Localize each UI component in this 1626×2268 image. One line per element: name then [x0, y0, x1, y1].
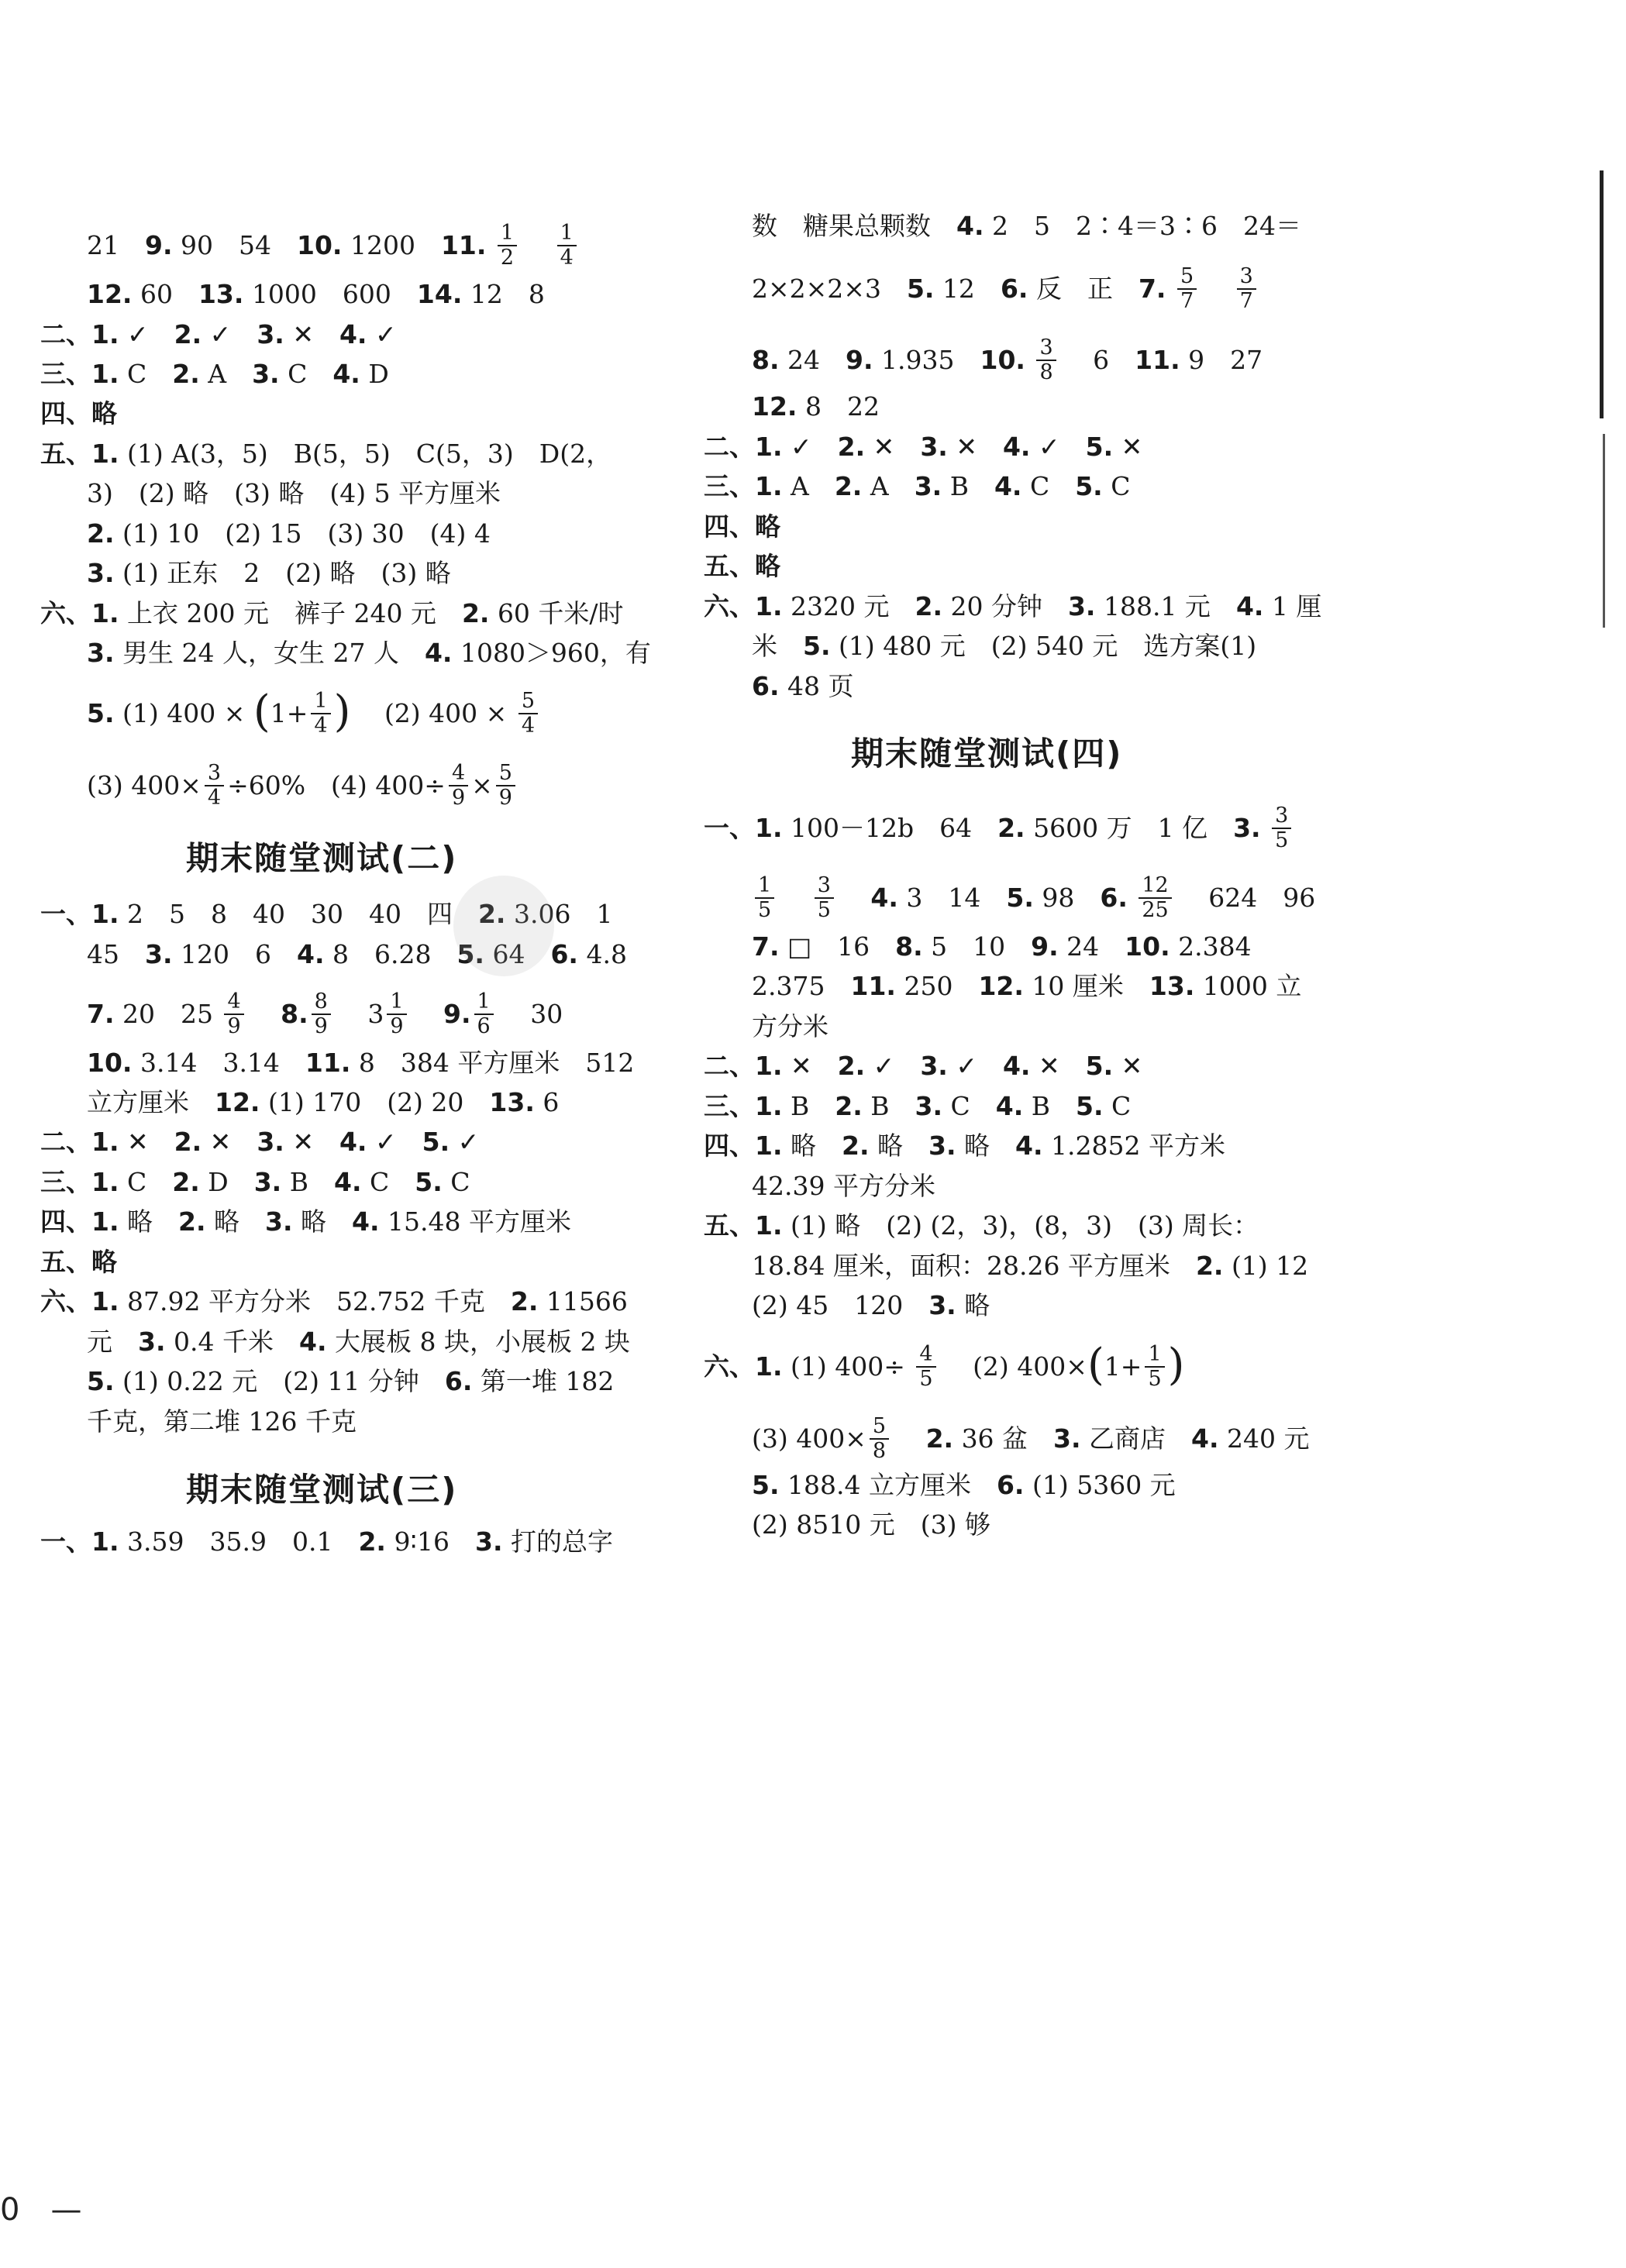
- answer-line: 2. (1) 10 (2) 15 (3) 30 (4) 4: [87, 518, 491, 549]
- answer-line: 7. 20 25 $\frac{4}{9}$ 8. $\frac{8}{9}$ 3 $\frac{1}{9}$ 9. $\frac{1}{6}$ 30: [87, 989, 563, 1038]
- page-number: 0 —: [0, 2192, 82, 2228]
- answer-line: 42.39 平方分米: [752, 1171, 935, 1201]
- section-title: 期末随堂测试(二): [186, 839, 458, 877]
- answer-line: 三、1. C 2. A 3. C 4. D: [40, 359, 389, 389]
- answer-line: 二、1. ✓ 2. ✕ 3. ✕ 4. ✓ 5. ✕: [704, 432, 1143, 462]
- answer-line: 三、1. C 2. D 3. B 4. C 5. C: [40, 1167, 470, 1197]
- answer-line: 12. 60 13. 1000 600 14. 12 8: [87, 279, 545, 309]
- answer-line: 3. (1) 正东 2 (2) 略 (3) 略: [87, 558, 451, 588]
- answer-line: 方分米: [752, 1011, 829, 1041]
- answer-line: 米 5. (1) 480 元 (2) 540 元 选方案(1): [752, 631, 1257, 661]
- answer-line: 六、1. (1) 400÷ $\frac{4}{5}$ (2) 400×(1+ $\frac{1}{5}$ ): [704, 1340, 1185, 1391]
- answer-line: 45 3. 120 6 4. 8 6.28 5. 64 6. 4.8: [87, 939, 627, 969]
- answer-line: 3) (2) 略 (3) 略 (4) 5 平方厘米: [87, 478, 501, 508]
- answer-line: (3) 400× $\frac{3}{4}$ ÷60% (4) 400÷ $\frac{4}{9}$ × $\frac{5}{9}$: [87, 763, 518, 811]
- answer-line: 2.375 11. 250 12. 10 厘米 13. 1000 立: [752, 971, 1302, 1001]
- answer-line: 3. 男生 24 人，女生 27 人 4. 1080＞960，有: [87, 638, 651, 668]
- answer-line: 立方厘米 12. (1) 170 (2) 20 13. 6: [87, 1087, 560, 1117]
- fraction: $\frac{1}{4}$: [557, 222, 577, 270]
- answer-line: 四、略: [704, 511, 780, 542]
- answer-line: 五、1. (1) A(3，5) B(5，5) C(5，3) D(2，: [40, 439, 612, 469]
- answer-line: 6. 48 页: [752, 671, 854, 701]
- answer-line: 一、1. 100－12b 64 2. 5600 万 1 亿 3. $\frac{3}{5}$: [704, 806, 1294, 854]
- answer-line: (3) 400× $\frac{5}{8}$ 2. 36 盆 3. 乙商店 4. 240 元: [752, 1414, 1310, 1463]
- answer-line: 8. 24 9. 1.935 10. $\frac{3}{8}$ 6 11. 9 27: [752, 336, 1263, 384]
- answer-line: 元 3. 0.4 千米 4. 大展板 8 块，小展板 2 块: [87, 1327, 630, 1357]
- answer-line: 六、1. 上衣 200 元 裤子 240 元 2. 60 千米/时: [40, 598, 624, 628]
- answer-line: 一、1. 3.59 35.9 0.1 2. 9∶16 3. 打的总字: [40, 1526, 614, 1557]
- answer-line: 10. 3.14 3.14 11. 8 384 平方厘米 512: [87, 1048, 635, 1078]
- scan-edge-mark: [1603, 434, 1605, 628]
- answer-line: 7. □ 16 8. 5 10 9. 24 10. 2.384: [752, 931, 1252, 962]
- answer-line: 二、1. ✕ 2. ✓ 3. ✓ 4. ✕ 5. ✕: [704, 1051, 1143, 1081]
- answer-line: 六、1. 87.92 平方分米 52.752 千克 2. 11566: [40, 1286, 628, 1316]
- stamp-watermark: [453, 876, 554, 976]
- answer-line: 一、1. 2 5 8 40 30 40 四 2. 3.06 1: [40, 899, 613, 929]
- answer-line: 千克，第二堆 126 千克: [87, 1406, 357, 1437]
- answer-line: 四、1. 略 2. 略 3. 略 4. 1.2852 平方米: [704, 1131, 1225, 1161]
- answer-line: 5. 188.4 立方厘米 6. (1) 5360 元: [752, 1470, 1176, 1500]
- answer-line: 三、1. B 2. B 3. C 4. B 5. C: [704, 1091, 1132, 1121]
- answer-line: 2×2×2×3 5. 12 6. 反 正 7. $\frac{5}{7}$ $\frac{3}{7}$: [752, 267, 1259, 315]
- answer-line: 5. (1) 400 × (1+ $\frac{1}{4}$ ) (2) 400 × $\frac{5}{4}$: [87, 691, 541, 739]
- answer-line: 五、略: [40, 1247, 117, 1277]
- answer-line: (2) 45 120 3. 略: [752, 1290, 990, 1320]
- answer-line: $\frac{1}{5}$ $\frac{3}{5}$ 4. 3 14 5. 98 6. $\frac{12}{25}$ 624 96: [752, 876, 1315, 924]
- answer-line: 21 9. 90 54 10. 1200 11. $\frac{1}{2}$ $\frac{1}{4}$: [87, 223, 580, 271]
- answer-line: 三、1. A 2. A 3. B 4. C 5. C: [704, 471, 1131, 501]
- answer-line: 四、1. 略 2. 略 3. 略 4. 15.48 平方厘米: [40, 1206, 571, 1237]
- answer-line: 五、1. (1) 略 (2) (2，3)，(8，3) (3) 周长：: [704, 1210, 1259, 1241]
- answer-line: 数 糖果总颗数 4. 2 5 2∶4＝3∶6 24＝: [752, 211, 1301, 241]
- section-title: 期末随堂测试(四): [851, 735, 1123, 773]
- answer-line: 六、1. 2320 元 2. 20 分钟 3. 188.1 元 4. 1 厘: [704, 591, 1322, 621]
- answer-line: 5. (1) 0.22 元 (2) 11 分钟 6. 第一堆 182: [87, 1366, 615, 1396]
- answer-line: 12. 8 22: [752, 391, 880, 422]
- answer-line: 四、略: [40, 398, 117, 428]
- section-title: 期末随堂测试(三): [186, 1471, 458, 1509]
- answer-line: 五、略: [704, 551, 780, 581]
- answer-line: (2) 8510 元 (3) 够: [752, 1509, 990, 1540]
- scan-edge-mark: [1600, 170, 1604, 418]
- answer-line: 18.84 厘米，面积：28.26 平方厘米 2. (1) 12: [752, 1251, 1309, 1281]
- answer-line: 二、1. ✕ 2. ✕ 3. ✕ 4. ✓ 5. ✓: [40, 1127, 480, 1157]
- fraction: $\frac{1}{2}$: [498, 222, 517, 270]
- answer-line: 二、1. ✓ 2. ✓ 3. ✕ 4. ✓: [40, 319, 397, 349]
